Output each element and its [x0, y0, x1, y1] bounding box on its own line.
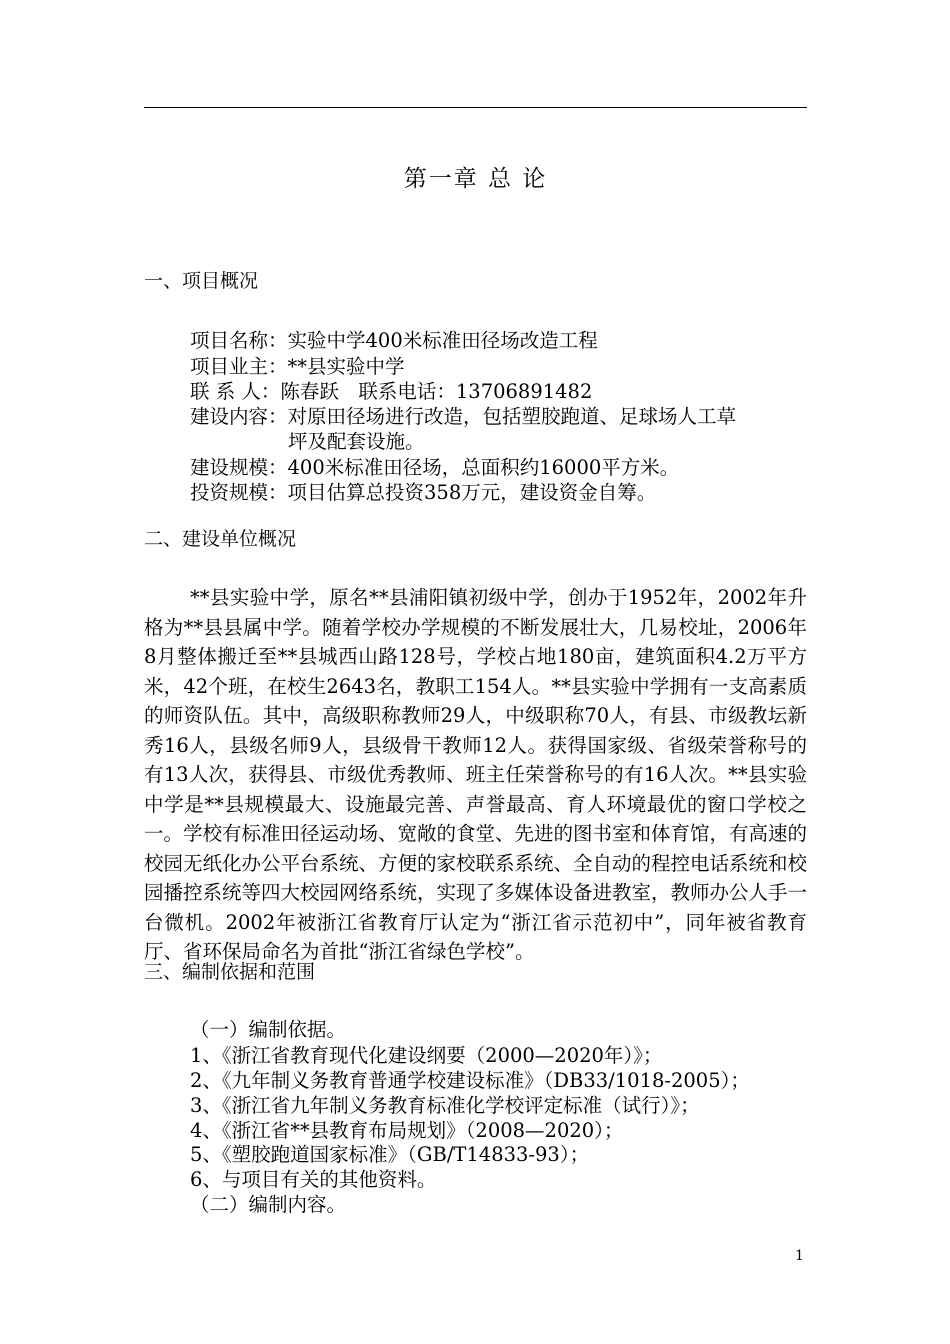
basis-item-2: 2、《九年制义务教育普通学校建设标准》（DB33/1018-2005）； [190, 1069, 750, 1092]
content-subheading: （二）编制内容。 [190, 1193, 347, 1216]
basis-subheading: （一）编制依据。 [190, 1018, 347, 1041]
basis-item-4: 4、《浙江省**县教育布局规划》（2008—2020）； [190, 1119, 624, 1142]
section-heading-builder-overview: 二、建设单位概况 [144, 528, 297, 550]
page-number: 1 [795, 1248, 804, 1264]
basis-item-6: 6、与项目有关的其他资料。 [190, 1168, 437, 1191]
project-owner-line: 项目业主：**县实验中学 [190, 355, 405, 378]
basis-item-3: 3、《浙江省九年制义务教育标准化学校评定标准（试行）》； [190, 1094, 700, 1117]
project-name-line: 项目名称：实验中学400米标准田径场改造工程 [190, 329, 598, 352]
basis-item-1: 1、《浙江省教育现代化建设纲要（2000—2020年）》； [190, 1044, 663, 1067]
header-rule [144, 107, 807, 108]
construction-content-continuation: 坪及配套设施。 [288, 430, 425, 453]
builder-overview-paragraph: **县实验中学，原名**县浦阳镇初级中学，创办于1952年，2002年升格为**县县属中学。随着学校办学规模的不断发展壮大，几易校址，2006年8月整体搬迁至**县城西山路128号，学校占地180亩，建筑面积4.2万平方米，42个班，在校生2643名，教职工154人。**县实验中学拥有一支高素质的师资队伍。其中，高级职称教师29人，中级职称70人，有县、市级教坛新秀16人，县级名师9人，县级骨干教师12人。获得国家级、省级荣誉称号的有13人次，获得县、市级优秀教师、班主任荣誉称号的有16人次。**县实验中学是**县规模最大、设施最完善、声誉最高、育人环境最优的窗口学校之一。学校有标准田径运动场、宽敞的食堂、先进的图书室和体育馆，有高速的校园无纸化办公平台系统、方便的家校联系系统、全自动的程控电话系统和校园播控系统等四大校园网络系统，实现了多媒体设备进教室，教师办公人手一台微机。2002年被浙江省教育厅认定为“浙江省示范初中”，同年被省教育厅、省环保局命名为首批“浙江省绿色学校”。 [144, 586, 808, 963]
basis-item-5: 5、《塑胶跑道国家标准》（GB/T14833-93）； [190, 1143, 590, 1166]
section-heading-basis-and-scope: 三、编制依据和范围 [144, 961, 316, 983]
chapter-title: 第一章 总 论 [403, 166, 548, 192]
investment-scale-line: 投资规模：项目估算总投资358万元，建设资金自筹。 [190, 481, 657, 504]
section-heading-project-overview: 一、项目概况 [144, 270, 259, 292]
contact-line: 联 系 人：陈春跃 联系电话：13706891482 [190, 380, 593, 403]
construction-scale-line: 建设规模：400米标准田径场，总面积约16000平方米。 [190, 456, 680, 479]
construction-content-line: 建设内容：对原田径场进行改造，包括塑胶跑道、足球场人工草 [190, 405, 737, 428]
